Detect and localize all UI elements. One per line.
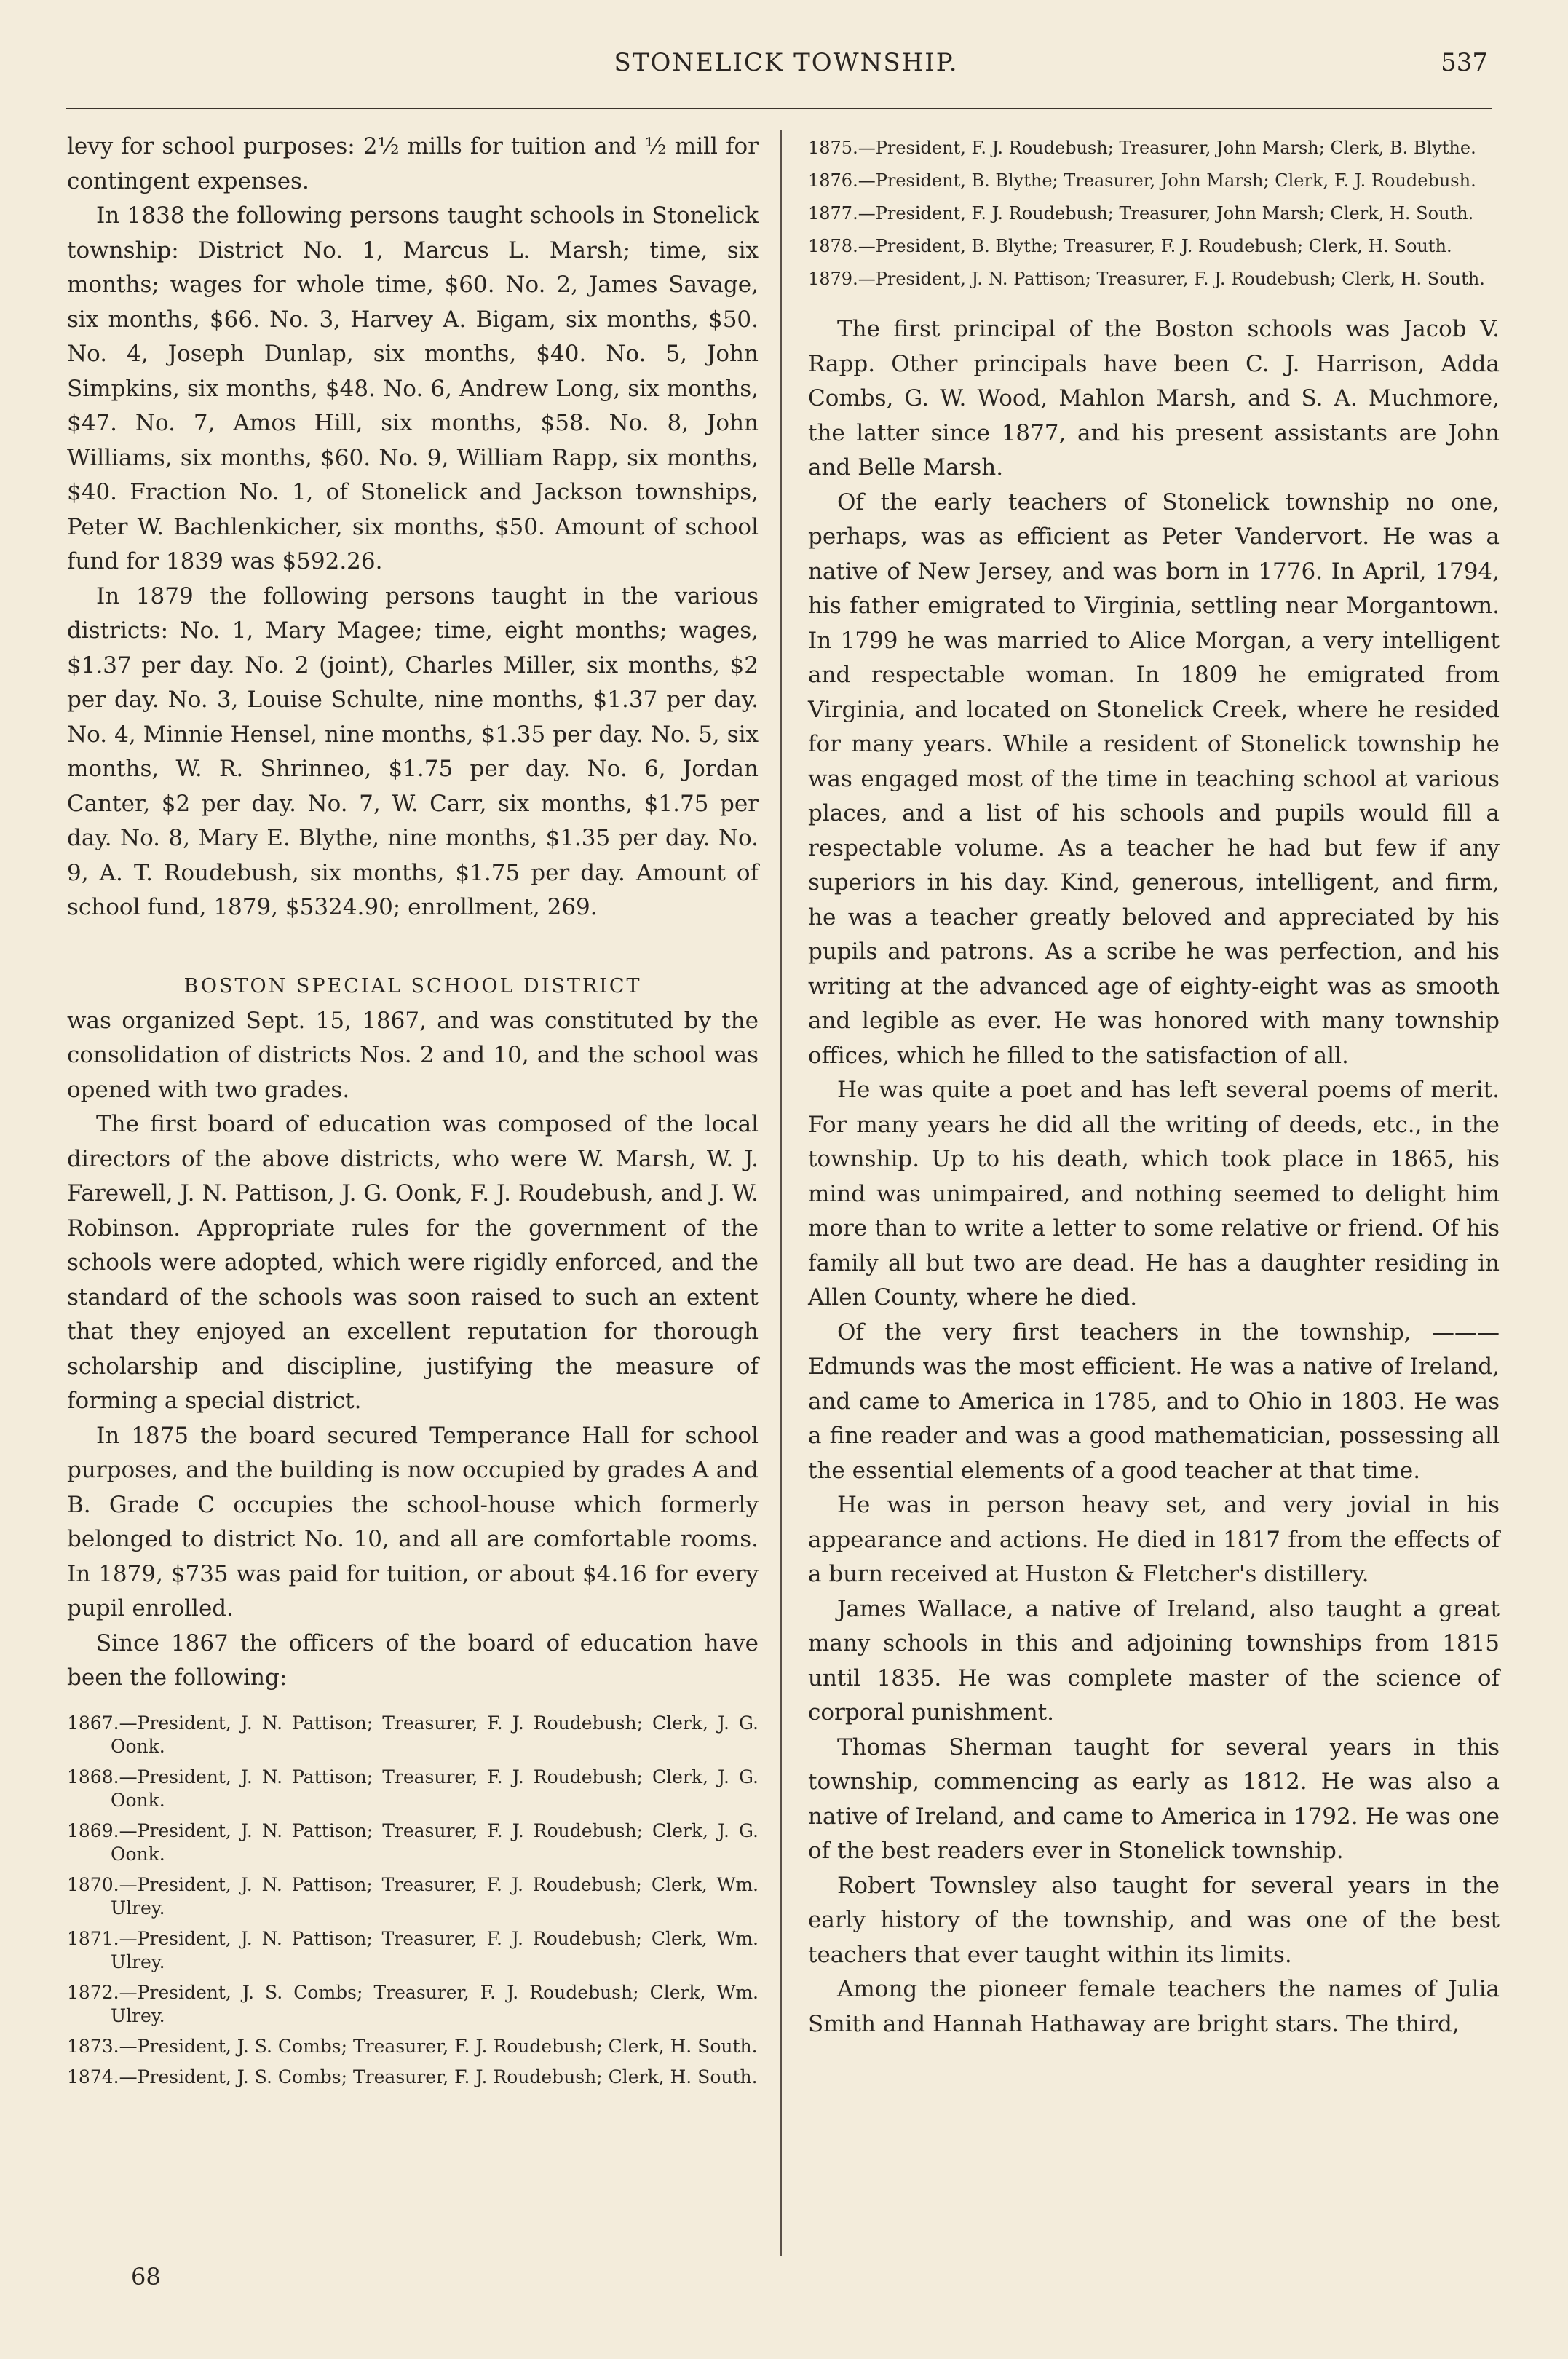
- header-rule: [66, 108, 1492, 109]
- paragraph: Robert Townsley also taught for several years in the early history of the township, and was one of the best teachers that ever taught within its limits.: [808, 1872, 1500, 1968]
- paragraph: In 1879 the following persons taught in the various districts: No. 1, Mary Magee; time, eight months; wages, $1.37 per day. No. 2 (joint), Charles Miller, six months, $2 per day. No. 3, Louise Schulte, nine months, $1.37 per day. No. 4, Minnie Hensel, nine months, $1.35 per day. No. 5, six months, W. R. Shrinneo, $1.75 per day. No. 6, Jordan Canter, $2 per day. No. 7, W. Carr, six months, $1.75 per day. No. 8, Mary E. Blythe, nine months, $1.35 per day. No. 9, A. T. Roudebush, six months, $1.75 per day. Amount of school fund, 1879, $5324.90; enrollment, 269.: [67, 582, 759, 920]
- paragraph: Of the very first teachers in the township, ——— Edmunds was the most efficient. He was a native of Ireland, and came to America in 1785, and to Ohio in 1803. He was a fine reader and was a good mathematician, possessing all the essential elements of a good teacher at that time.: [808, 1319, 1500, 1484]
- officer-entry: 1875.—President, F. J. Roudebush; Treasurer, John Marsh; Clerk, B. Blythe.: [808, 138, 1476, 158]
- paragraph: Among the pioneer female teachers the names of Julia Smith and Hannah Hathaway are bright stars. The third,: [808, 1976, 1500, 2037]
- paragraph: In 1838 the following persons taught schools in Stonelick township: District No. 1, Marcus L. Marsh; time, six months; wages for whole time, $60. No. 2, James Savage, six months, $66. No. 3, Harvey A. Bigam, six months, $50. No. 4, Joseph Dunlap, six months, $40. No. 5, John Simpkins, six months, $48. No. 6, Andrew Long, six months, $47. No. 7, Amos Hill, six months, $58. No. 8, John Williams, six months, $60. No. 9, William Rapp, six months, $40. Fraction No. 1, of Stonelick and Jackson townships, Peter W. Bachlenkicher, six months, $50. Amount of school fund for 1839 was $592.26.: [67, 202, 759, 574]
- paragraph: was organized Sept. 15, 1867, and was constituted by the consolidation of districts Nos. 2 and 10, and the school was opened with two grades.: [67, 1007, 759, 1103]
- paragraph: James Wallace, a native of Ireland, also taught a great many schools in this and adjoining townships from 1815 until 1835. He was complete master of the science of corporal punishment.: [808, 1595, 1500, 1726]
- officers-list: [67, 1712, 759, 2089]
- officer-entry: 1872.—President, J. S. Combs; Treasurer, F. J. Roudebush; Clerk, Wm. Ulrey.: [67, 1981, 759, 2026]
- officer-entry: 1874.—President, J. S. Combs; Treasurer, F. J. Roudebush; Clerk, H. South.: [67, 2066, 758, 2087]
- paragraph: He was in person heavy set, and very jovial in his appearance and actions. He died in 1817 from the effects of a burn received at Huston & Fletcher's distillery.: [808, 1492, 1500, 1587]
- officers-list: [808, 137, 1500, 291]
- officer-entry: 1877.—President, F. J. Roudebush; Treasurer, John Marsh; Clerk, H. South.: [808, 203, 1474, 224]
- officer-entry: 1867.—President, J. N. Pattison; Treasurer, F. J. Roudebush; Clerk, J. G. Oonk.: [67, 1712, 759, 1757]
- paragraph: The first board of education was composed of the local directors of the above districts, who were W. Marsh, W. J. Farewell, J. N. Pattison, J. G. Oonk, F. J. Roudebush, and J. W. Robinson. Appropriate rules for the government of the schools were adopted, which were rigidly enforced, and the standard of the schools was soon raised to such an extent that they enjoyed an excellent reputation for thorough scholarship and discipline, justifying the measure of forming a special district.: [67, 1111, 759, 1414]
- officer-entry: 1870.—President, J. N. Pattison; Treasurer, F. J. Roudebush; Clerk, Wm. Ulrey.: [67, 1873, 759, 1919]
- officer-entry: 1869.—President, J. N. Pattison; Treasurer, F. J. Roudebush; Clerk, J. G. Oonk.: [67, 1819, 759, 1865]
- right-column: [808, 130, 1500, 2042]
- running-head: [0, 48, 1568, 92]
- officer-entry: 1878.—President, B. Blythe; Treasurer, F. J. Roudebush; Clerk, H. South.: [808, 236, 1452, 256]
- section-heading: BOSTON SPECIAL SCHOOL DISTRICT: [183, 974, 642, 997]
- paragraph: In 1875 the board secured Temperance Hall for school purposes, and the building is now occupied by grades A and B. Grade C occupies the school-house which formerly belonged to district No. 10, and all are comfortable rooms. In 1879, $735 was paid for tuition, or about $4.16 for every pupil enrolled.: [67, 1422, 759, 1621]
- officer-entry: 1873.—President, J. S. Combs; Treasurer, F. J. Roudebush; Clerk, H. South.: [67, 2035, 758, 2057]
- paragraph: He was quite a poet and has left several poems of merit. For many years he did all the writing of deeds, etc., in the township. Up to his death, which took place in 1865, his mind was unimpaired, and nothing seemed to delight him more than to write a letter to some relative or friend. Of his family all but two are dead. He has a daughter residing in Allen County, where he died.: [808, 1077, 1500, 1311]
- officer-entry: 1871.—President, J. N. Pattison; Treasurer, F. J. Roudebush; Clerk, Wm. Ulrey.: [67, 1927, 759, 1972]
- officer-entry: 1876.—President, B. Blythe; Treasurer, John Marsh; Clerk, F. J. Roudebush.: [808, 170, 1476, 191]
- officer-entry: 1879.—President, J. N. Pattison; Treasurer, F. J. Roudebush; Clerk, H. South.: [808, 269, 1485, 289]
- running-title: STONELICK TOWNSHIP.: [614, 48, 959, 77]
- paragraph: Thomas Sherman taught for several years in this township, commencing as early as 1812. He was also a native of Ireland, and came to America in 1792. He was one of the best readers ever in Stonelick township.: [808, 1734, 1500, 1864]
- column-divider: [780, 130, 782, 2256]
- officer-entry: 1868.—President, J. N. Pattison; Treasurer, F. J. Roudebush; Clerk, J. G. Oonk.: [67, 1766, 759, 1811]
- folio-signature: 68: [131, 2263, 161, 2291]
- paragraph: The first principal of the Boston schools was Jacob V. Rapp. Other principals have been C. J. Harrison, Adda Combs, G. W. Wood, Mahlon Marsh, and S. A. Muchmore, the latter since 1877, and his present assistants are John and Belle Marsh.: [808, 316, 1500, 481]
- paragraph: Since 1867 the officers of the board of education have been the following:: [67, 1629, 759, 1691]
- paragraph: levy for school purposes: 2½ mills for tuition and ½ mill for contingent expenses.: [67, 133, 759, 194]
- paragraph: Of the early teachers of Stonelick township no one, perhaps, was as efficient as Peter Vandervort. He was a native of New Jersey, and was born in 1776. In April, 1794, his father emigrated to Virginia, settling near Morgantown. In 1799 he was married to Alice Morgan, a very intelligent and respectable woman. In 1809 he emigrated from Virginia, and located on Stonelick Creek, where he resided for many years. While a resident of Stonelick township he was engaged most of the time in teaching school at various places, and a list of his schools and pupils would fill a respectable volume. As a teacher he had but few if any superiors in his day. Kind, generous, intelligent, and firm, he was a teacher greatly beloved and appreciated by his pupils and patrons. As a scribe he was perfection, and his writing at the advanced age of eighty-eight was as smooth and legible as ever. He was honored with many township offices, which he filled to the satisfaction of all.: [808, 489, 1500, 1069]
- page-number: 537: [1441, 48, 1488, 77]
- left-column: [67, 130, 759, 2096]
